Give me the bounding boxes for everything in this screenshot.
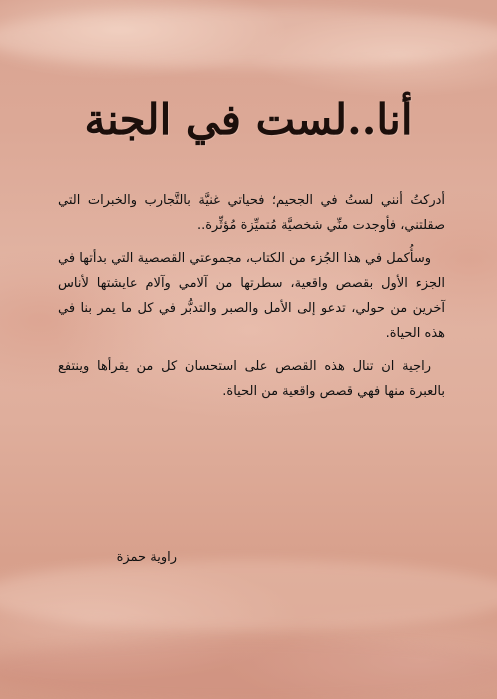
paragraph-1: أدركتُ أنني لستُ في الجحيم؛ فحياتي غنيَّة بالتَّجارب والخبرات التي صقلتني، فأوجدت منِّي شخصيَّة مُتميِّزة مُؤثِّرة.. — [58, 193, 445, 233]
page-title: أنا..لست في الجنة — [84, 95, 413, 144]
cloud-decoration — [0, 640, 497, 699]
paragraph-2: وسأُكمل في هذا الجُزء من الكتاب، مجموعتي القصصية التي بدأتها في الجزء الأول بقصص واقعية، سطرتها من آلامي وآلام عايشتها لأناس آخرين من حولي، تدعو إلى الأمل والصبر والتدبُّر في كل ما يمر بنا في هذه الحياة. — [58, 251, 445, 341]
body-text — [58, 188, 445, 412]
paragraph-3: راجية ان تنال هذه القصص على استحسان كل من يقرأها وينتفع بالعبرة منها فهي قصص واقعية من الحياة. — [58, 359, 445, 399]
author-signature: راوية حمزة — [116, 550, 177, 565]
cloud-decoration — [0, 560, 497, 630]
cloud-decoration — [0, 8, 497, 68]
